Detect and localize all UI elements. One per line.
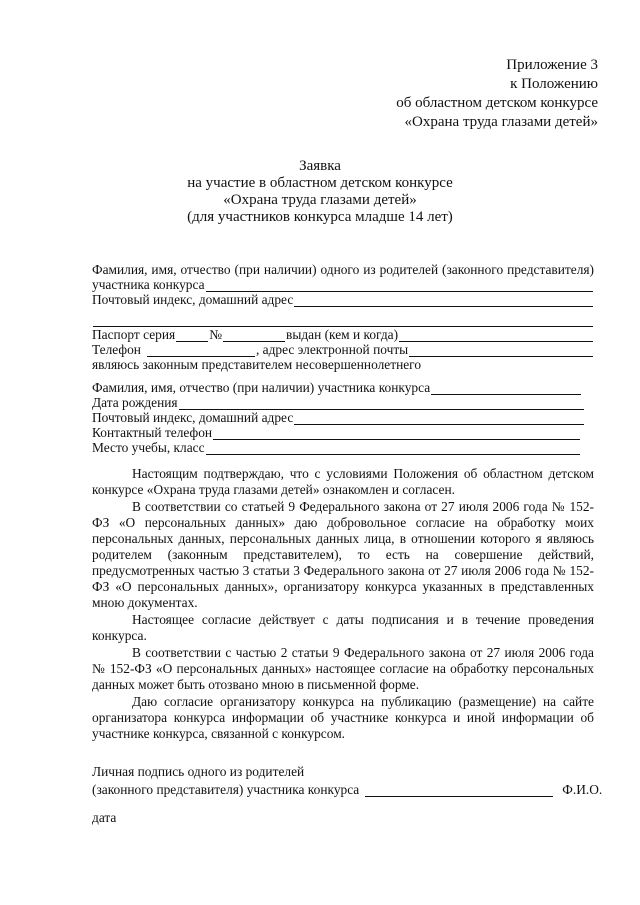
appendix-line: Приложение 3 <box>506 57 598 73</box>
parent-address-row: Почтовый индекс, домашний адрес <box>92 292 594 307</box>
participant-section <box>92 380 594 455</box>
parent-address-field-2[interactable] <box>93 315 593 327</box>
appendix-header <box>396 56 598 132</box>
consent-paragraph: В соответствии с частью 2 статьи 9 Федерального закона от 27 июля 2006 года № 152-ФЗ «О персональных данных» настоящее согласие на обработку персональных данных может быть отозвано мною в письменной форме. <box>92 645 594 692</box>
passport-issued-field[interactable] <box>399 330 593 342</box>
title-line: Заявка <box>299 158 341 174</box>
appendix-line: об областном детском конкурсе <box>396 95 598 111</box>
parent-email-field[interactable] <box>409 345 593 357</box>
signature-field[interactable] <box>365 785 553 797</box>
title-line: на участие в областном детском конкурсе <box>187 175 453 191</box>
consent-paragraph: Даю согласие организатору конкурса на публикацию (размещение) на сайте организатора конкурса информации об участнике конкурса и иной информации об участнике конкурса, связанной с конкурсом. <box>92 694 594 741</box>
participant-fio-field[interactable] <box>431 383 581 395</box>
parent-section <box>92 262 594 372</box>
parent-address-row-2 <box>92 307 594 327</box>
parent-fio-row: участника конкурса <box>92 277 594 292</box>
consent-paragraph: Настоящим подтверждаю, что с условиями Положения об областном детском конкурсе «Охрана труда глазами детей» ознакомлен и согласен. <box>92 466 594 497</box>
participant-address-field[interactable] <box>294 413 584 425</box>
passport-series-field[interactable] <box>176 330 208 342</box>
document-title <box>0 158 640 226</box>
appendix-line: к Положению <box>510 76 598 92</box>
birth-date-field[interactable] <box>179 398 584 410</box>
birth-row: Дата рождения <box>92 395 594 410</box>
participant-phone-row: Контактный телефон <box>92 425 594 440</box>
parent-fio-label: Фамилия, имя, отчество (при наличии) одного из родителей (законного представителя) <box>92 262 594 277</box>
consent-paragraph: В соответствии со статьей 9 Федерального закона от 27 июля 2006 года № 152-ФЗ «О персональных данных» даю добровольное согласие на обработку моих персональных данных, персональных данных лица, в отношении которого я являюсь родителем (законным представителем), то есть на совершение действий, предусмотренных частью 3 статьи 3 Федерального закона от 27 июля 2006 года № 152-ФЗ «О персональных данных», организатору конкурса указанных в представленных мною документах. <box>92 499 594 610</box>
parent-fio-field[interactable] <box>206 280 593 292</box>
school-row: Место учебы, класс <box>92 440 594 455</box>
passport-row: Паспорт серия № выдан (кем и когда) <box>92 327 594 342</box>
signature-label: Личная подпись одного из родителей <box>92 764 305 779</box>
consent-text <box>92 466 594 743</box>
passport-number-field[interactable] <box>223 330 285 342</box>
parent-address-field[interactable] <box>294 295 593 307</box>
parent-phone-field[interactable] <box>147 345 255 357</box>
title-line: «Охрана труда глазами детей» <box>223 192 417 208</box>
signature-block <box>92 763 603 797</box>
phone-email-row: Телефон , адрес электронной почты <box>92 342 594 357</box>
date-label: дата <box>92 810 117 825</box>
legal-rep-row: являюсь законным представителем несовершеннолетнего <box>92 357 422 372</box>
participant-phone-field[interactable] <box>213 428 580 440</box>
participant-address-row: Почтовый индекс, домашний адрес <box>92 410 594 425</box>
signature-row: (законного представителя) участника конкурса Ф.И.О. <box>92 782 603 797</box>
consent-paragraph: Настоящее согласие действует с даты подписания и в течение проведения конкурса. <box>92 612 594 643</box>
participant-fio-row: Фамилия, имя, отчество (при наличии) участника конкурса <box>92 380 594 395</box>
title-line: (для участников конкурса младше 14 лет) <box>187 209 453 225</box>
school-field[interactable] <box>206 443 580 455</box>
appendix-line: «Охрана труда глазами детей» <box>404 114 598 130</box>
